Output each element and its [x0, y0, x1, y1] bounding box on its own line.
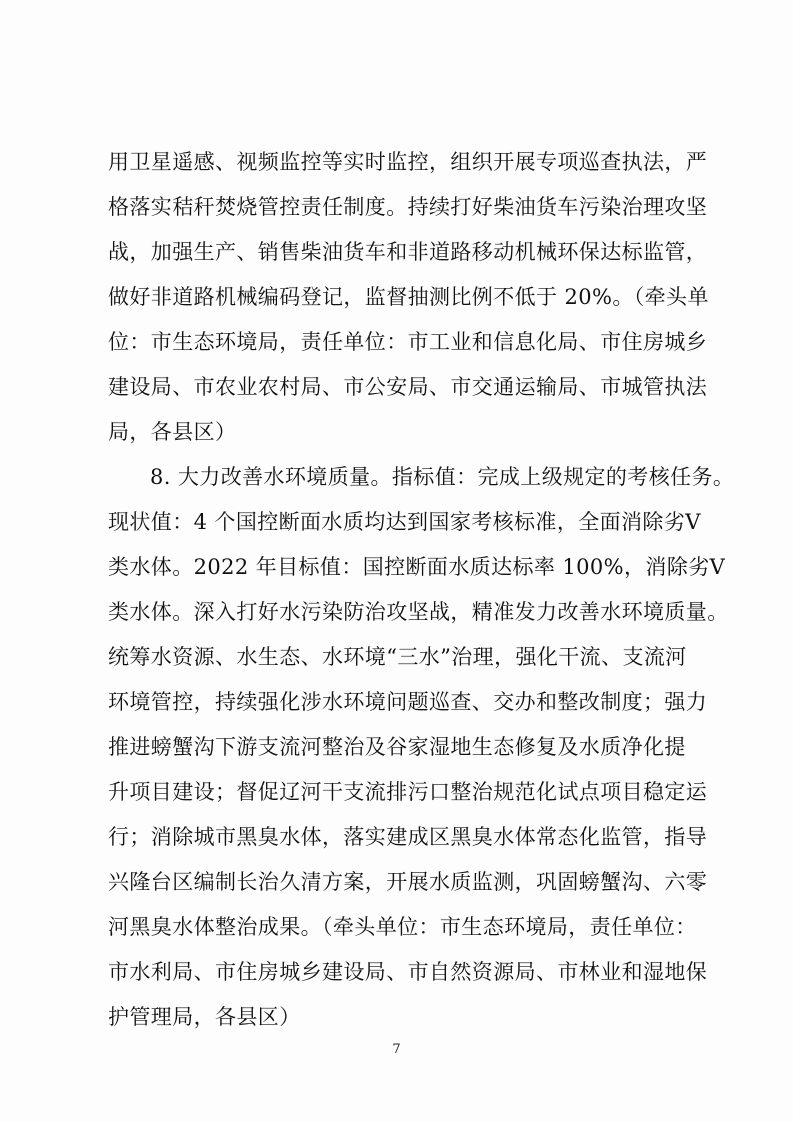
text-line: 行；消除城市黑臭水体，落实建成区黑臭水体常态化监管，指导 — [108, 825, 708, 849]
text-line: 局，各县区） — [108, 420, 237, 444]
text-line: 推进螃蟹沟下游支流河整治及谷家湿地生态修复及水质净化提 — [108, 735, 686, 759]
text-line: 环境管控，持续强化涉水环境问题巡查、交办和整改制度；强力 — [108, 690, 708, 714]
text-line: 现状值：4 个国控断面水质均达到国家考核标准，全面消除劣Ⅴ — [108, 510, 701, 534]
text-line: 类水体。深入打好水污染防治攻坚战，精准发力改善水环境质量。 — [108, 600, 729, 624]
paragraph-water-quality — [108, 455, 735, 1040]
text-line: 升项目建设；督促辽河干支流排污口整治规范化试点项目稳定运 — [108, 780, 708, 804]
text-line: 战，加强生产、销售柴油货车和非道路移动机械环保达标监管， — [108, 240, 708, 264]
page-number: 7 — [392, 1042, 401, 1057]
section-heading-line: 8. 大力改善水环境质量。指标值：完成上级规定的考核任务。 — [150, 465, 735, 489]
text-line: 护管理局，各县区） — [108, 1005, 301, 1029]
text-line: 类水体。2022 年目标值：国控断面水质达标率 100%，消除劣Ⅴ — [108, 555, 726, 579]
text-line: 统筹水资源、水生态、水环境“三水”治理，强化干流、支流河 — [108, 645, 687, 669]
paragraph-straw-diesel-control — [108, 140, 709, 455]
text-line: 兴隆台区编制长治久清方案，开展水质监测，巩固螃蟹沟、六零 — [108, 870, 708, 894]
text-line: 做好非道路机械编码登记，监督抽测比例不低于 20%。（牵头单 — [108, 285, 709, 309]
text-line: 河黑臭水体整治成果。（牵头单位：市生态环境局，责任单位： — [108, 915, 697, 939]
text-line: 建设局、市农业农村局、市公安局、市交通运输局、市城管执法 — [108, 375, 708, 399]
text-line: 格落实秸秆焚烧管控责任制度。持续打好柴油货车污染治理攻坚 — [108, 195, 708, 219]
body-text — [108, 140, 735, 1040]
text-line: 市水利局、市住房城乡建设局、市自然资源局、市林业和湿地保 — [108, 960, 708, 984]
text-line: 用卫星遥感、视频监控等实时监控，组织开展专项巡查执法，严 — [108, 150, 708, 174]
text-line: 位：市生态环境局，责任单位：市工业和信息化局、市住房城乡 — [108, 330, 708, 354]
